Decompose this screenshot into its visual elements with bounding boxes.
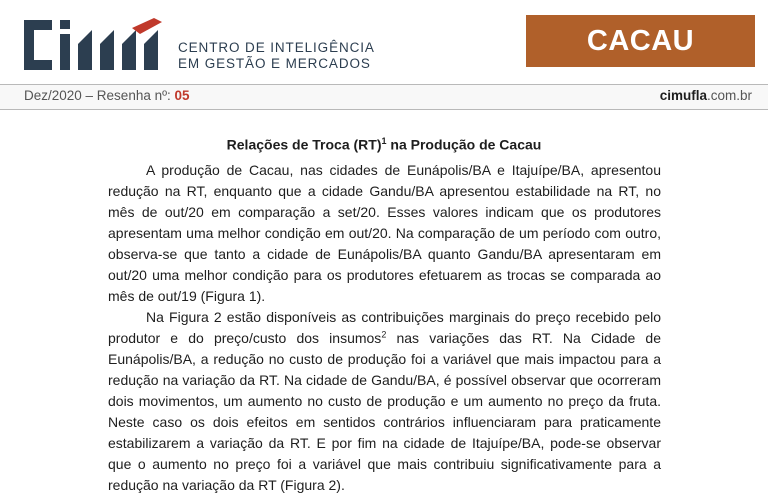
cim-logo — [22, 18, 170, 72]
org-name-line2: EM GESTÃO E MERCADOS — [178, 56, 371, 71]
paragraph-2-part-b: nas variações das RT. Na Cidade de Eunápolis/BA, a redução no custo de produção foi a variável que mais impactou para a redução na variação da RT. Na cidade de Gandu/BA, é possível observar que ocorreram dois movimentos, um aumento no custo de produção e um aumento no preço da fruta. Neste caso os dois efeitos em sentidos contrários influenciaram para praticamente estabilizarem a variação da RT. E por fim na cidade de Itajuípe/BA, pode-se observar que o aumento no preço foi a variável que mais contribuiu significativamente para a redução na variação da RT (Figura 2). — [108, 330, 661, 493]
org-name-line1: CENTRO DE INTELIGÊNCIA — [178, 40, 375, 55]
site-link[interactable] — [660, 88, 752, 103]
edition-number: 05 — [174, 88, 190, 103]
title-text: Relações de Troca (RT) — [226, 136, 382, 153]
product-text: CACAU — [586, 24, 695, 57]
article-title — [0, 136, 768, 153]
edition-info — [24, 88, 190, 103]
title-footnote-mark: 1 — [381, 136, 387, 146]
edition-label: Dez/2020 – Resenha nº: — [24, 88, 171, 103]
site-brand: cimufla — [659, 88, 707, 103]
paragraph-1: A produção de Cacau, nas cidades de Eunápolis/BA e Itajuípe/BA, apresentou redução na RT, enquanto que a cidade Gandu/BA apresentou estabilidade na RT, no mês de out/20 em comparação a set/20. Esses valores indicam que os produtores apresentam uma melhor condição em out/20. Na comparação de um período com outro, observa-se que tanto a cidade de Eunápolis/BA quanto Gandu/BA apresentaram em out/20 uma melhor condição para os produtores efetuarem as trocas se comparada ao mês de out/19 (Figura 1). — [108, 162, 661, 304]
org-name — [178, 40, 375, 72]
paragraph-2 — [108, 307, 661, 496]
title-text-end: na Produção de Cacau — [386, 136, 542, 153]
footnote-mark-2: 2 — [381, 329, 387, 340]
article-body — [108, 160, 661, 496]
meta-bar — [0, 84, 768, 110]
site-domain: .com.br — [706, 88, 752, 103]
paragraph-2-part-a: Na Figura 2 estão disponíveis as contribuições marginais do preço recebido pelo produtor e do preço/custo dos insumos — [108, 309, 661, 346]
product-label — [526, 15, 755, 67]
